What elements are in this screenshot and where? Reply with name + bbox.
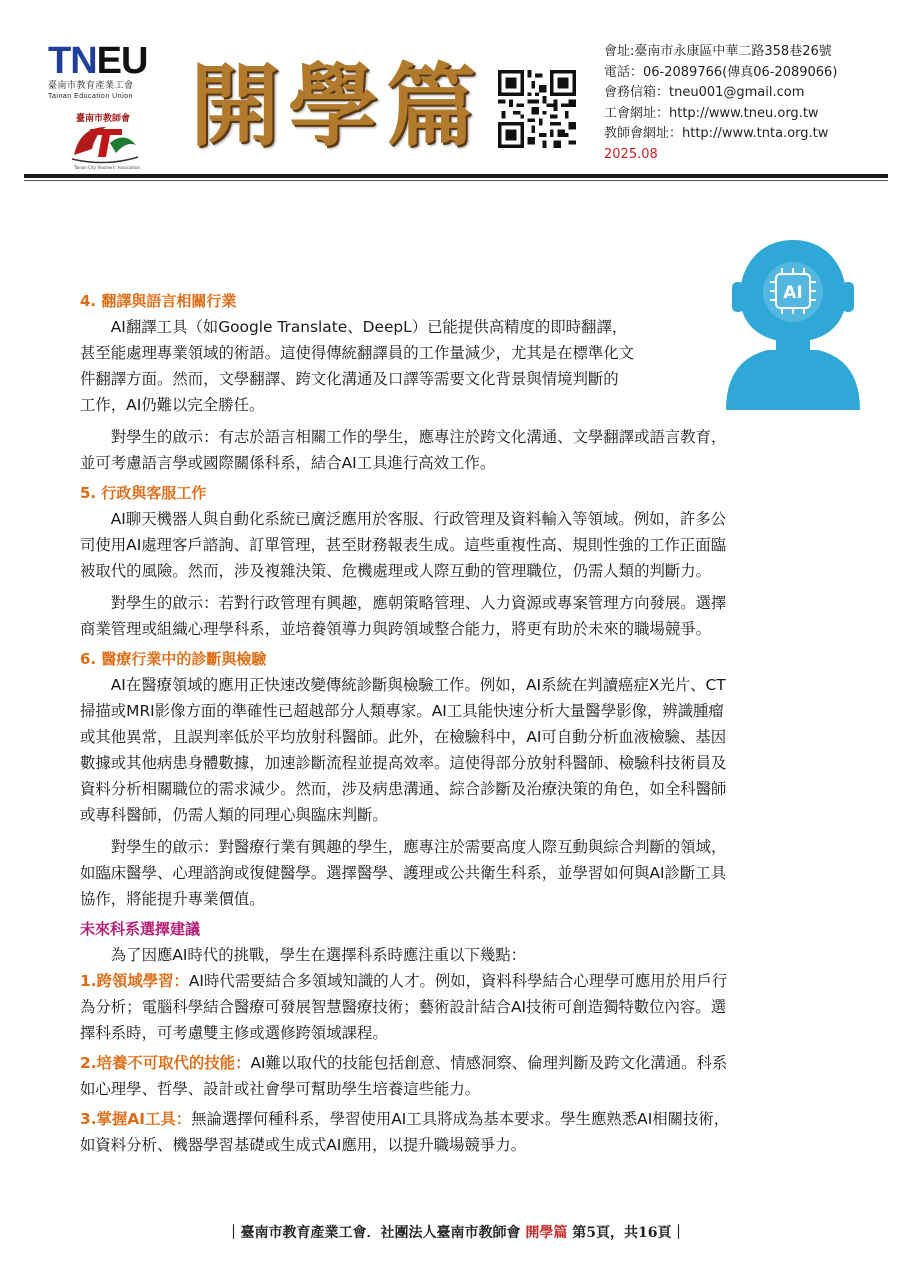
- section-6-p1-line: 掃描或MRI影像方面的準確性已超越部分人類專家。AI工具能快速分析大量醫學影像，辨識腫瘤: [80, 702, 724, 720]
- contact-teachers-website: 教師會網址：http://www.tnta.org.tw: [604, 126, 829, 141]
- union-name-en: Tainan Education Union: [48, 93, 133, 100]
- section-4-p2-line: 對學生的啟示：有志於語言相關工作的學生，應專注於跨文化溝通、文學翻譯或語言教育，: [80, 428, 727, 446]
- contact-email: 會務信箱：tneu001@gmail.com: [604, 85, 805, 100]
- advice-item-3-line: 3.掌握AI工具：無論選擇何種科系，學習使用AI工具將成為基本要求。學生應熟悉AI相關技術，: [80, 1110, 730, 1128]
- section-6-p1-line: 數據或其他病患身體數據，加速診斷流程並提高效率。這使得部分放射科醫師、檢驗科技術員及: [80, 754, 727, 772]
- contact-address: 會址:臺南市永康區中華二路358巷26號: [604, 44, 832, 59]
- future-advice-intro: 為了因應AI時代的挑戰，學生在選擇科系時應注重以下幾點：: [80, 946, 527, 964]
- page-number: 第5頁，共16頁｜: [567, 1225, 686, 1241]
- advice-item-1-line: 1.跨領域學習：AI時代需要結合多領域知識的人才。例如，資料科學結合心理學可應用於用戶行: [80, 972, 728, 990]
- qr-code-icon: [498, 70, 576, 148]
- header-divider-thin: [24, 180, 888, 181]
- advice-item-1-line: 擇科系時，可考慮雙主修或選修跨領域課程。: [80, 1024, 388, 1042]
- teachers-association-logo: [66, 109, 168, 175]
- section-6-p1-line: 或專科醫師，仍需人類的同理心與臨床判斷。: [80, 806, 388, 824]
- future-advice-heading: 未來科系選擇建議: [80, 920, 201, 938]
- advice-item-3-label: 3.掌握AI工具：: [80, 1110, 192, 1128]
- section-5-heading: 5. 行政與客服工作: [80, 484, 207, 502]
- section-4-p1-line: 工作，AI仍難以完全勝任。: [80, 396, 265, 414]
- section-4-p2-line: 並可考慮語言學或國際關係科系，結合AI工具進行高效工作。: [80, 454, 496, 472]
- svg-text:Tainan City Teachers' Associat: Tainan City Teachers' Association: [74, 165, 140, 170]
- section-6-heading: 6. 醫療行業中的診斷與檢驗: [80, 650, 267, 668]
- section-5-p1-line: AI聊天機器人與自動化系統已廣泛應用於客服、行政管理及資料輸入等領域。例如，許多公: [80, 510, 727, 528]
- article-body: [80, 284, 842, 1158]
- advice-item-2-line: 如心理學、哲學、設計或社會學可幫助學生培養這些能力。: [80, 1080, 481, 1098]
- advice-item-3-line: 如資料分析、機器學習基礎或生成式AI應用，以提升職場競爭力。: [80, 1136, 527, 1154]
- page-footer: ｜臺南市教育產業工會．社團法人臺南市教師會 開學篇 第5頁，共16頁｜: [226, 1225, 686, 1241]
- section-6-p2-line: 對學生的啟示：對醫療行業有興趣的學生，應專注於需要高度人際互動與綜合判斷的領域，: [80, 838, 727, 856]
- section-6-p1-line: 資料分析相關職位的需求減少。然而，涉及病患溝通、綜合診斷及治療決策的角色，如全科醫師: [80, 780, 727, 798]
- section-6-p1-line: 或其他異常，且誤判率低於平均放射科醫師。此外，在檢驗科中，AI可自動分析血液檢驗、基因: [80, 728, 727, 746]
- header-divider-thick: [24, 174, 888, 178]
- page-title: 開學篇: [190, 53, 484, 159]
- tneu-wordmark: TNEU: [48, 40, 148, 82]
- section-4-p1-line: AI翻譯工具（如Google Translate、DeepL）已能提供高精度的即時翻譯，: [80, 318, 628, 336]
- contact-union-website: 工會網址：http://www.tneu.org.tw: [604, 105, 819, 121]
- union-name-cn: 臺南市教育產業工會: [48, 81, 134, 91]
- footer-issue-name: 開學篇: [525, 1225, 568, 1241]
- advice-item-1-line: 為分析；電腦科學結合醫療可發展智慧醫療技術；藝術設計結合AI技術可創造獨特數位內容。選: [80, 998, 727, 1016]
- contact-phone: 電話：06-2089766(傳真06-2089066): [604, 64, 838, 80]
- section-6-p2-line: 協作，將能提升專業價值。: [80, 890, 265, 908]
- contact-info: [604, 42, 904, 165]
- section-6-p1-line: AI在醫療領域的應用正快速改變傳統診斷與檢驗工作。例如，AI系統在判讀癌症X光片、CT: [80, 676, 726, 694]
- section-6-p2-line: 如臨床醫學、心理諮詢或復健醫學。選擇醫學、護理或公共衛生科系，並學習如何與AI診斷工具: [80, 864, 727, 882]
- union-logo: [48, 42, 168, 175]
- advice-item-2-label: 2.培養不可取代的技能：: [80, 1054, 251, 1072]
- section-5-p1-line: 被取代的風險。然而，涉及複雜決策、危機處理或人際互動的管理職位，仍需人類的判斷力。: [80, 562, 712, 580]
- ai-chip-label: AI: [783, 283, 803, 303]
- section-4-p1-line: 件翻譯方面。然而，文學翻譯、跨文化溝通及口譯等需要文化背景與情境判斷的: [80, 370, 619, 388]
- section-4-heading: 4. 翻譯與語言相關行業: [80, 292, 237, 310]
- advice-item-1-label: 1.跨領域學習：: [80, 972, 189, 990]
- section-4-p1-line: 甚至能處理專業領域的術語。這使得傳統翻譯員的工作量減少，尤其是在標準化文: [80, 344, 635, 362]
- section-5-p1-line: 司使用AI處理客戶諮詢、訂單管理，甚至財務報表生成。這些重複性高、規則性強的工作正面臨: [80, 536, 727, 554]
- teachers-association-emblem-icon: [66, 109, 146, 171]
- section-5-p2-line: 商業管理或組織心理學科系，並培養領導力與跨領域整合能力，將更有助於未來的職場競爭。: [80, 620, 712, 638]
- advice-item-2-line: 2.培養不可取代的技能：AI難以取代的技能包括創意、情感洞察、倫理判斷及跨文化溝通。科系: [80, 1054, 728, 1072]
- issue-date: 2025.08: [604, 146, 658, 162]
- section-5-p2-line: 對學生的啟示：若對行政管理有興趣，應朝策略管理、人力資源或專案管理方向發展。選擇: [80, 594, 727, 612]
- svg-text:臺南市教師會: 臺南市教師會: [76, 114, 131, 124]
